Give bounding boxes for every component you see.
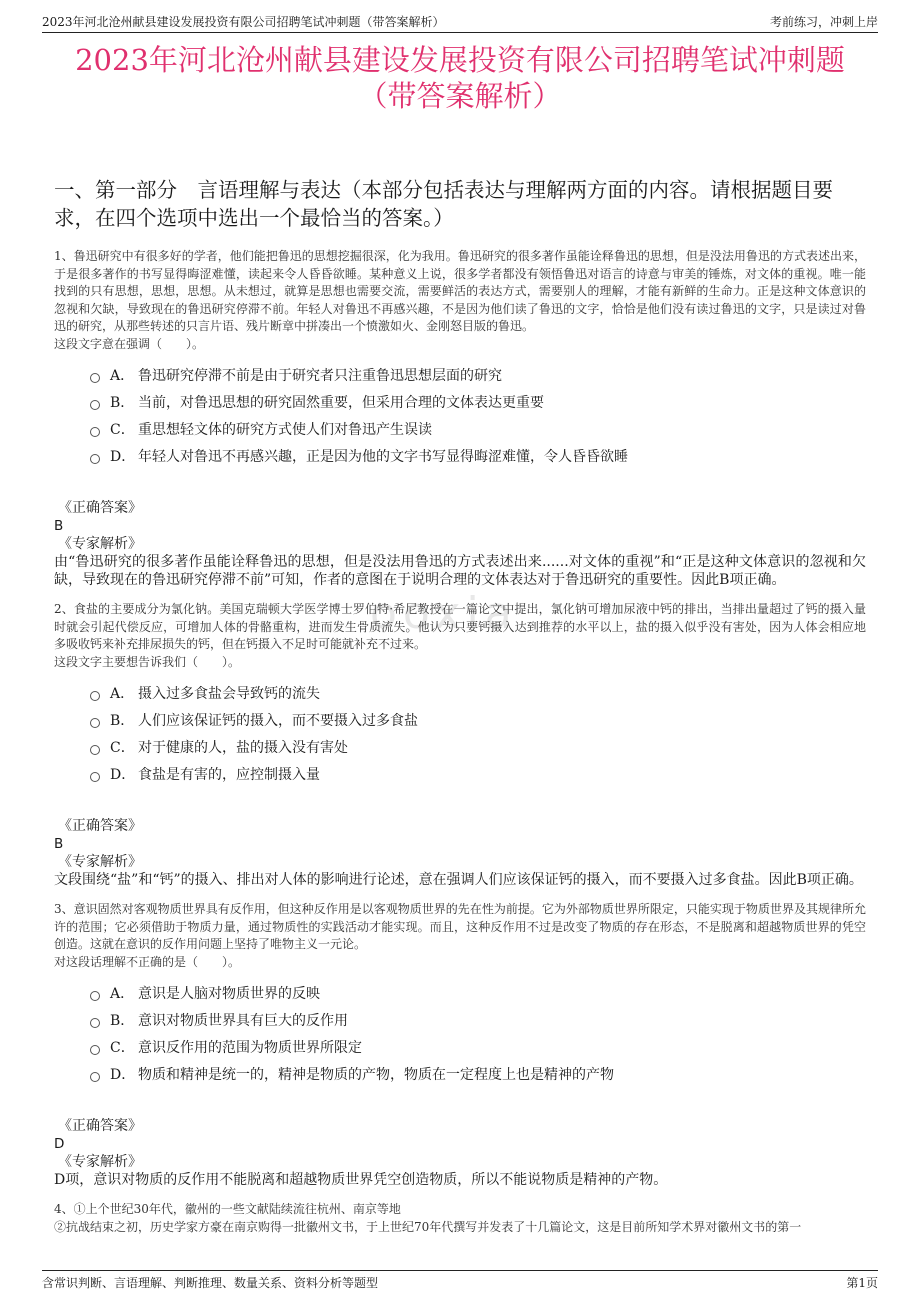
radio-icon[interactable] — [90, 772, 100, 782]
option-a[interactable] — [90, 361, 866, 388]
option-letter: D． — [110, 448, 136, 465]
answer-value: B — [54, 518, 64, 534]
option-text: 食盐是有害的，应控制摄入量 — [138, 766, 320, 783]
option-letter: B． — [110, 394, 135, 411]
radio-icon[interactable] — [90, 718, 100, 728]
option-b[interactable] — [90, 706, 866, 733]
question-3 — [54, 901, 866, 971]
option-text: 意识对物质世界具有巨大的反作用 — [138, 1012, 348, 1029]
header-document-title: 2023年河北沧州献县建设发展投资有限公司招聘笔试冲刺题（带答案解析） — [42, 15, 445, 29]
answer-block-1 — [54, 499, 866, 589]
option-letter: C． — [110, 1039, 135, 1056]
analysis-text: 由“鲁迅研究的很多著作虽能诠释鲁迅的思想，但是没法用鲁迅的方式表述出来......对文体的重视”和“正是这种文体意识的忽视和欠缺，导致现在的鲁迅研究停滞不前”可知，作者的意图在于说明合理的文体表达对于鲁迅研究的重要性。因此B项正确。 — [54, 554, 866, 588]
option-d[interactable] — [90, 760, 866, 787]
answer-label: 《正确答案》 — [58, 500, 142, 516]
document-title — [42, 42, 878, 114]
option-c[interactable] — [90, 1033, 866, 1060]
option-b[interactable] — [90, 388, 866, 415]
document-title-line2: （带答案解析） — [358, 79, 562, 113]
section-heading: 一、第一部分 言语理解与表达（本部分包括表达与理解两方面的内容。请根据题目要求，在四个选项中选出一个最恰当的答案。） — [54, 178, 833, 230]
option-letter: A． — [110, 985, 135, 1002]
answer-value: B — [54, 836, 64, 852]
option-letter: D． — [110, 766, 136, 783]
option-a[interactable] — [90, 679, 866, 706]
option-d[interactable] — [90, 442, 866, 469]
radio-icon[interactable] — [90, 454, 100, 464]
option-text: 意识是人脑对物质世界的反映 — [138, 985, 320, 1002]
radio-icon[interactable] — [90, 400, 100, 410]
question-stem-line: ②抗战结束之初，历史学家方豪在南京购得一批徽州文书，于上世纪70年代撰写并发表了十几篇论文，这是目前所知学术界对徽州文书的第一 — [54, 1219, 802, 1234]
analysis-label: 《专家解析》 — [58, 854, 142, 870]
option-letter: C． — [110, 739, 135, 756]
question-1 — [54, 248, 866, 353]
option-text: 对于健康的人，盐的摄入没有害处 — [138, 739, 348, 756]
page-footer — [42, 1270, 878, 1294]
option-a[interactable] — [90, 979, 866, 1006]
option-letter: A． — [110, 367, 135, 384]
analysis-text: 文段围绕“盐”和“钙”的摄入、排出对人体的影响进行论述，意在强调人们应该保证钙的摄入，而不要摄入过多食盐。因此B项正确。 — [54, 872, 863, 888]
watermark: ooxia — [370, 588, 518, 639]
radio-icon[interactable] — [90, 691, 100, 701]
radio-icon[interactable] — [90, 991, 100, 1001]
radio-icon[interactable] — [90, 745, 100, 755]
option-letter: A． — [110, 685, 135, 702]
option-text: 摄入过多食盐会导致钙的流失 — [138, 685, 320, 702]
options-list — [90, 679, 866, 787]
option-text: 物质和精神是统一的，精神是物质的产物，物质在一定程度上也是精神的产物 — [138, 1066, 614, 1083]
options-list — [90, 979, 866, 1087]
radio-icon[interactable] — [90, 373, 100, 383]
answer-block-3 — [54, 1117, 866, 1189]
option-text: 当前，对鲁迅思想的研究固然重要，但采用合理的文体表达更重要 — [138, 394, 544, 411]
option-text: 鲁迅研究停滞不前是由于研究者只注重鲁迅思想层面的研究 — [138, 367, 502, 384]
option-c[interactable] — [90, 733, 866, 760]
question-stem: 3、意识固然对客观物质世界具有反作用，但这种反作用是以客观物质世界的先在性为前提。它为外部物质世界所限定，只能实现于物质世界及其规律所允许的范围；它必须借助于物质力量，通过物质性的实践活动才能实现。而且，这种反作用不过是改变了物质的存在形态，不是脱离和超越物质世界的凭空创造。这就在意识的反作用问题上坚持了唯物主义一元论。 — [54, 902, 866, 951]
answer-value: D — [54, 1136, 65, 1152]
analysis-label: 《专家解析》 — [58, 536, 142, 552]
questions-content — [54, 248, 866, 1236]
option-letter: D． — [110, 1066, 136, 1083]
page-header — [42, 10, 878, 33]
option-letter: B． — [110, 712, 135, 729]
question-stem: 2、食盐的主要成分为氯化钠。美国克瑞顿大学医学博士罗伯特·希尼教授在一篇论文中提出，氯化钠可增加尿液中钙的排出，当排出量超过了钙的摄入量时就会引起代偿反应，可增加人体的骨骼重构，进而发生骨质流失。他认为只要钙摄入达到推荐的水平以上，盐的摄入似乎没有害处，因为人体会相应地多吸收钙来补充排尿损失的钙，但在钙摄入不足时可能就补充不过来。 — [54, 602, 866, 651]
answer-block-2 — [54, 817, 866, 889]
answer-label: 《正确答案》 — [58, 818, 142, 834]
question-stem-line: 4、①上个世纪30年代，徽州的一些文献陆续流往杭州、南京等地 — [54, 1202, 401, 1216]
question-stem: 1、鲁迅研究中有很多好的学者，他们能把鲁迅的思想挖掘很深，化为我用。鲁迅研究的很多著作虽能诠释鲁迅的思想，但是没法用鲁迅的方式表述出来，于是很多著作的书写显得晦涩难懂，读起来令人昏昏欲睡。某种意义上说，很多学者都没有领悟鲁迅对语言的诗意与审美的锤炼，对文体的重视。唯一能找到的只有思想，思想，思想。从未想过，就算是思想也需要交流，需要鲜活的表达方式，需要别人的理解，才能有新鲜的生命力。正是这种文体意识的忽视和欠缺，导致现在的鲁迅研究停滞不前。年轻人对鲁迅不再感兴趣，不是因为他们读了鲁迅的文字，恰恰是他们没有读过鲁迅的文字，只是读过对鲁迅的研究，从那些转述的只言片语、残片断章中拼凑出一个愤激如火、金刚怒目版的鲁迅。 — [54, 249, 866, 333]
radio-icon[interactable] — [90, 1018, 100, 1028]
radio-icon[interactable] — [90, 427, 100, 437]
analysis-label: 《专家解析》 — [58, 1154, 142, 1170]
analysis-text: D项，意识对物质的反作用不能脱离和超越物质世界凭空创造物质，所以不能说物质是精神的产物。 — [54, 1172, 668, 1188]
options-list — [90, 361, 866, 469]
header-slogan: 考前练习，冲刺上岸 — [769, 15, 878, 29]
option-d[interactable] — [90, 1060, 866, 1087]
option-c[interactable] — [90, 415, 866, 442]
question-prompt: 这段文字主要想告诉我们（ ）。 — [54, 654, 241, 669]
option-b[interactable] — [90, 1006, 866, 1033]
radio-icon[interactable] — [90, 1072, 100, 1082]
page-number: 第1页 — [846, 1276, 878, 1290]
option-text: 重思想轻文体的研究方式使人们对鲁迅产生误读 — [138, 421, 432, 438]
option-text: 年轻人对鲁迅不再感兴趣，正是因为他的文字书写显得晦涩难懂，令人昏昏欲睡 — [138, 448, 628, 465]
question-prompt: 这段文字意在强调（ ）。 — [54, 336, 205, 351]
question-4 — [54, 1201, 866, 1236]
question-prompt: 对这段话理解不正确的是（ ）。 — [54, 954, 241, 969]
option-text: 意识反作用的范围为物质世界所限定 — [138, 1039, 362, 1056]
document-title-line1: 2023年河北沧州献县建设发展投资有限公司招聘笔试冲刺题 — [75, 43, 845, 77]
footer-question-types: 含常识判断、言语理解、判断推理、数量关系、资料分析等题型 — [42, 1276, 379, 1290]
question-2 — [54, 601, 866, 671]
option-letter: B． — [110, 1012, 135, 1029]
option-letter: C． — [110, 421, 135, 438]
answer-label: 《正确答案》 — [58, 1118, 142, 1134]
option-text: 人们应该保证钙的摄入，而不要摄入过多食盐 — [138, 712, 418, 729]
radio-icon[interactable] — [90, 1045, 100, 1055]
